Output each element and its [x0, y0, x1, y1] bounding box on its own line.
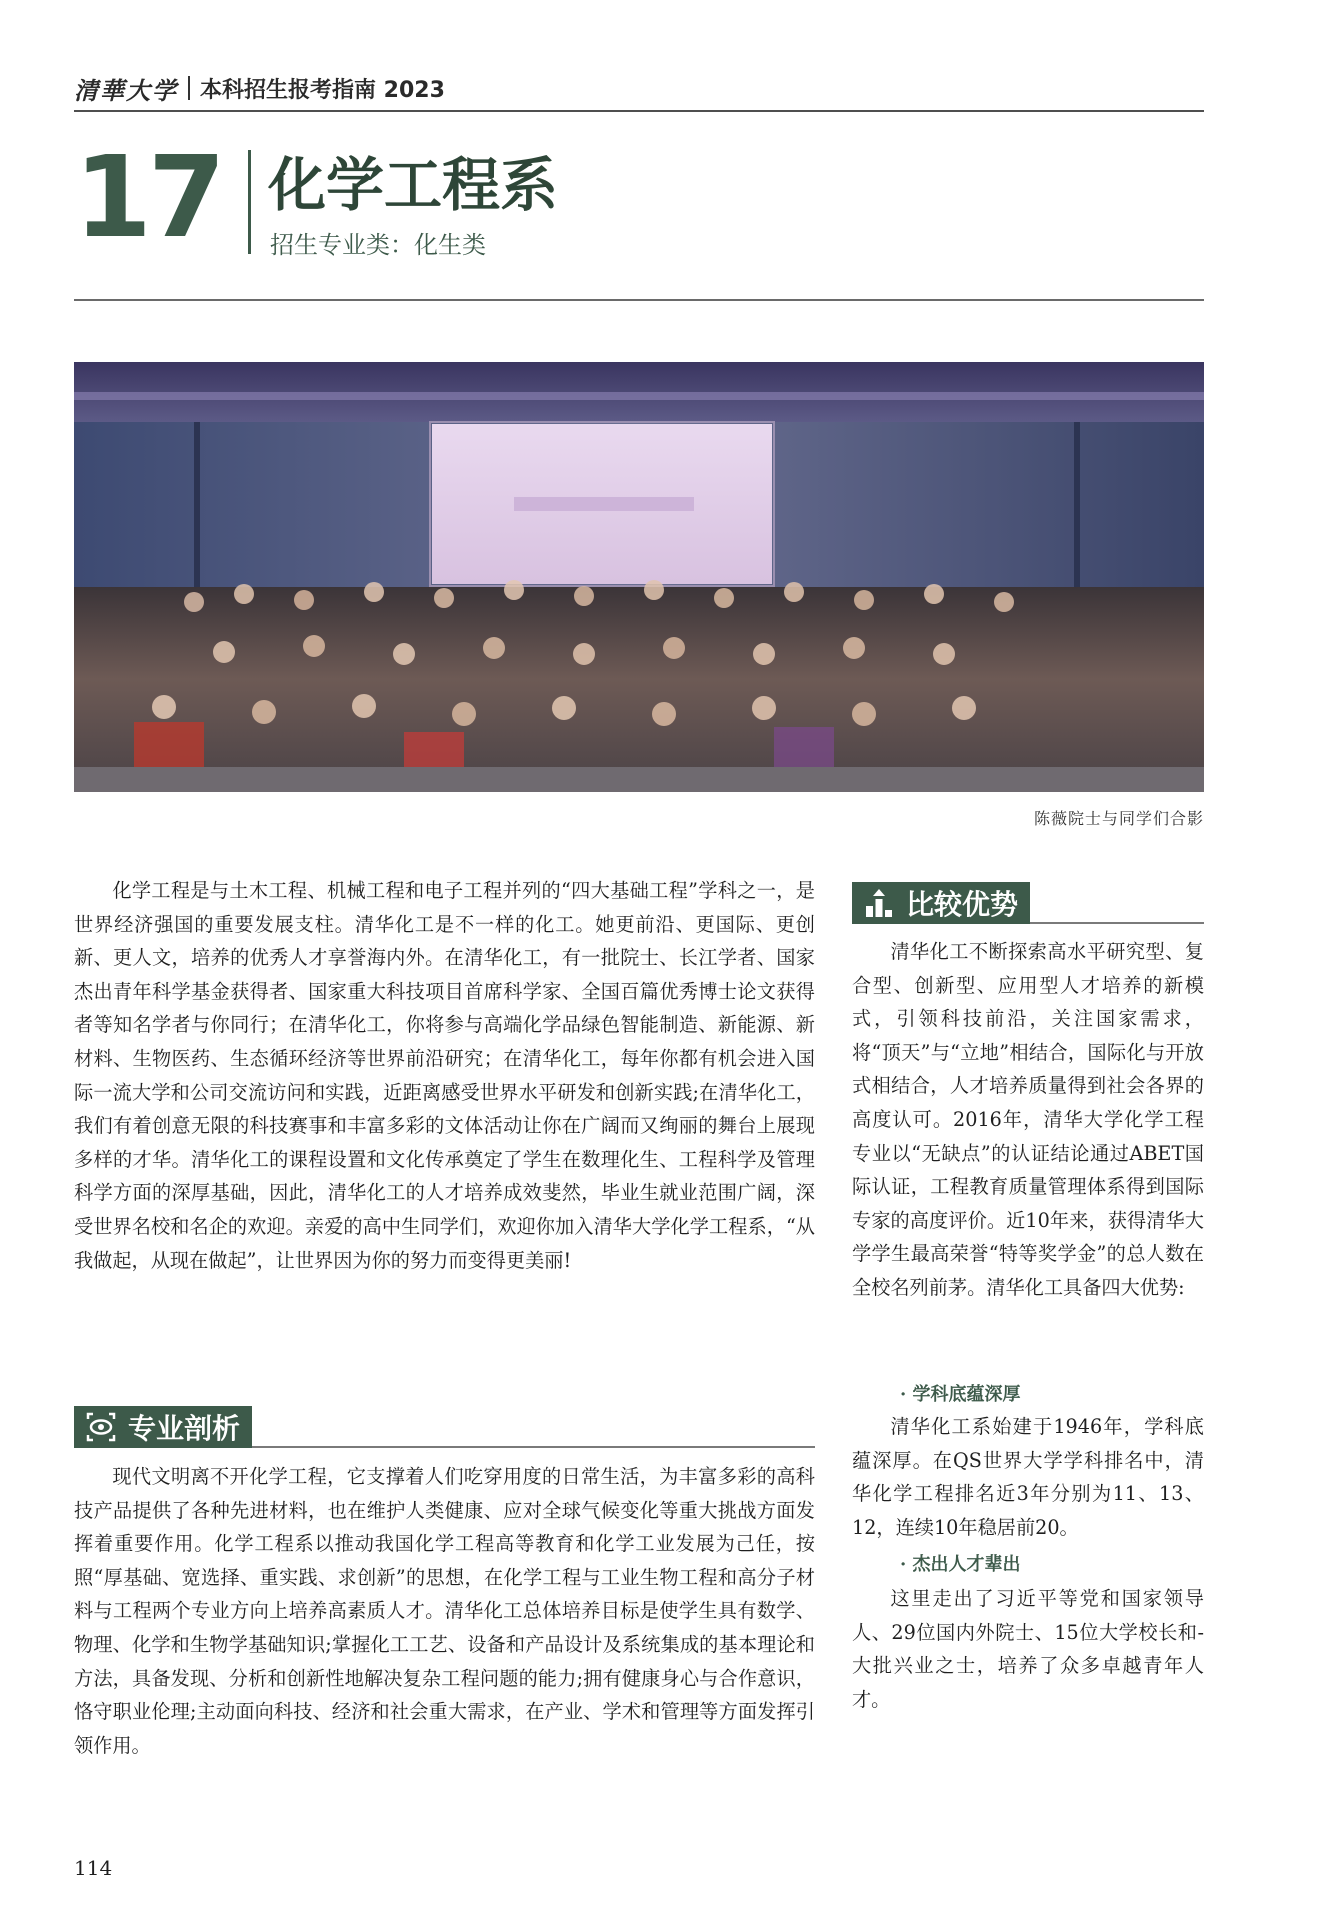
advantage-paragraph-2: 这里走出了习近平等党和国家领导人、29位国内外院士、15位大学校长和-大批兴业之士，培养了众多卓越青年人才。: [852, 1587, 1204, 1711]
advantages-heading-label: 比较优势: [906, 888, 1019, 921]
header-divider: [188, 76, 190, 100]
title-rule: [74, 299, 1204, 301]
chapter-number: 17: [74, 133, 222, 263]
intro-paragraph: 化学工程是与土木工程、机械工程和电子工程并列的“四大基础工程”学科之一，是世界经济强国的重要发展支柱。清华化工是不一样的化工。她更前沿、更国际、更创新、更人文，培养的优秀人才享誉海内外。在清华化工，有一批院士、长江学者、国家杰出青年科学基金获得者、国家重大科技项目首席科学家、全国百篇优秀博士论文获得者等知名学者与你同行；在清华化工，你将参与高端化学品绿色智能制造、新能源、新材料、生物医药、生态循环经济等世界前沿研究；在清华化工，每年你都有机会进入国际一流大学和公司交流访问和实践，近距离感受世界水平研发和创新实践;在清华化工，我们有着创意无限的科技赛事和丰富多彩的文体活动让你在广阔而又绚丽的舞台上展现多样的才华。清华化工的课程设置和文化传承奠定了学生在数理化生、工程科学及管理科学方面的深厚基础，因此，清华化工的人才培养成效斐然，毕业生就业范围广阔，深受世界名校和名企的欢迎。亲爱的高中生同学们，欢迎你加入清华大学化学工程系，“从我做起，从现在做起”，让世界因为你的努力而变得更美丽!: [74, 879, 815, 1272]
ranking-icon: [862, 886, 896, 920]
advantages-heading-box: [852, 882, 1030, 924]
department-title: 化学工程系: [268, 151, 559, 219]
analysis-heading-rule: [252, 1446, 815, 1448]
university-logo: 清華大学: [74, 75, 178, 105]
advantages-paragraph: 清华化工不断探索高水平研究型、复合型、创新型、应用型人才培养的新模式，引领科技前沿，关注国家需求，将“顶天”与“立地”相结合，国际化与开放式相结合，人才培养质量得到社会各界的高度认可。2016年，清华大学化学工程专业以“无缺点”的认证结论通过ABET国际认证，工程教育质量管理体系得到国际专家的高度评价。近10年来，获得清华大学学生最高荣誉“特等奖学金”的总人数在全校名列前茅。清华化工具备四大优势:: [852, 940, 1204, 1299]
guide-title: 本科招生报考指南 2023: [200, 77, 445, 103]
analysis-paragraph: 现代文明离不开化学工程，它支撑着人们吃穿用度的日常生活，为丰富多彩的高科技产品提供了各种先进材料，也在维护人类健康、应对全球气候变化等重大挑战方面发挥着重要作用。化学工程系以推动我国化学工程高等教育和化学工业发展为己任，按照“厚基础、宽选择、重实践、求创新”的思想，在化学工程与工业生物工程和高分子材料与工程两个专业方向上培养高素质人才。清华化工总体培养目标是使学生具有数学、物理、化学和生物学基础知识;掌握化工工艺、设备和产品设计及系统集成的基本理论和方法，具备发现、分析和创新性地解决复杂工程问题的能力;拥有健康身心与合作意识，恪守职业伦理;主动面向科技、经济和社会重大需求，在产业、学术和管理等方面发挥引领作用。: [74, 1465, 815, 1757]
advantage-paragraph-1: 清华化工系始建于1946年，学科底蕴深厚。在QS世界大学学科排名中，清华化学工程排名近3年分别为11、13、12，连续10年稳居前20。: [852, 1415, 1204, 1539]
group-photo: [74, 362, 1204, 792]
analysis-heading-box: [74, 1406, 252, 1448]
department-subtitle: 招生专业类：化生类: [270, 231, 486, 259]
analysis-heading-label: 专业剖析: [128, 1412, 241, 1445]
photo-caption: 陈薇院士与同学们合影: [1033, 809, 1204, 828]
page-number: 114: [74, 1856, 113, 1880]
advantages-section-heading: [852, 882, 1204, 924]
analysis-section-heading: [74, 1406, 815, 1448]
chapter-divider: [248, 150, 251, 254]
advantage-subheading-1: · 学科底蕴深厚: [900, 1384, 1021, 1405]
group-photo-image: [74, 362, 1204, 792]
eye-icon: [84, 1410, 118, 1444]
advantages-heading-rule: [1030, 922, 1204, 924]
page-header: [74, 66, 1204, 112]
advantage-subheading-2: · 杰出人才辈出: [900, 1554, 1021, 1575]
